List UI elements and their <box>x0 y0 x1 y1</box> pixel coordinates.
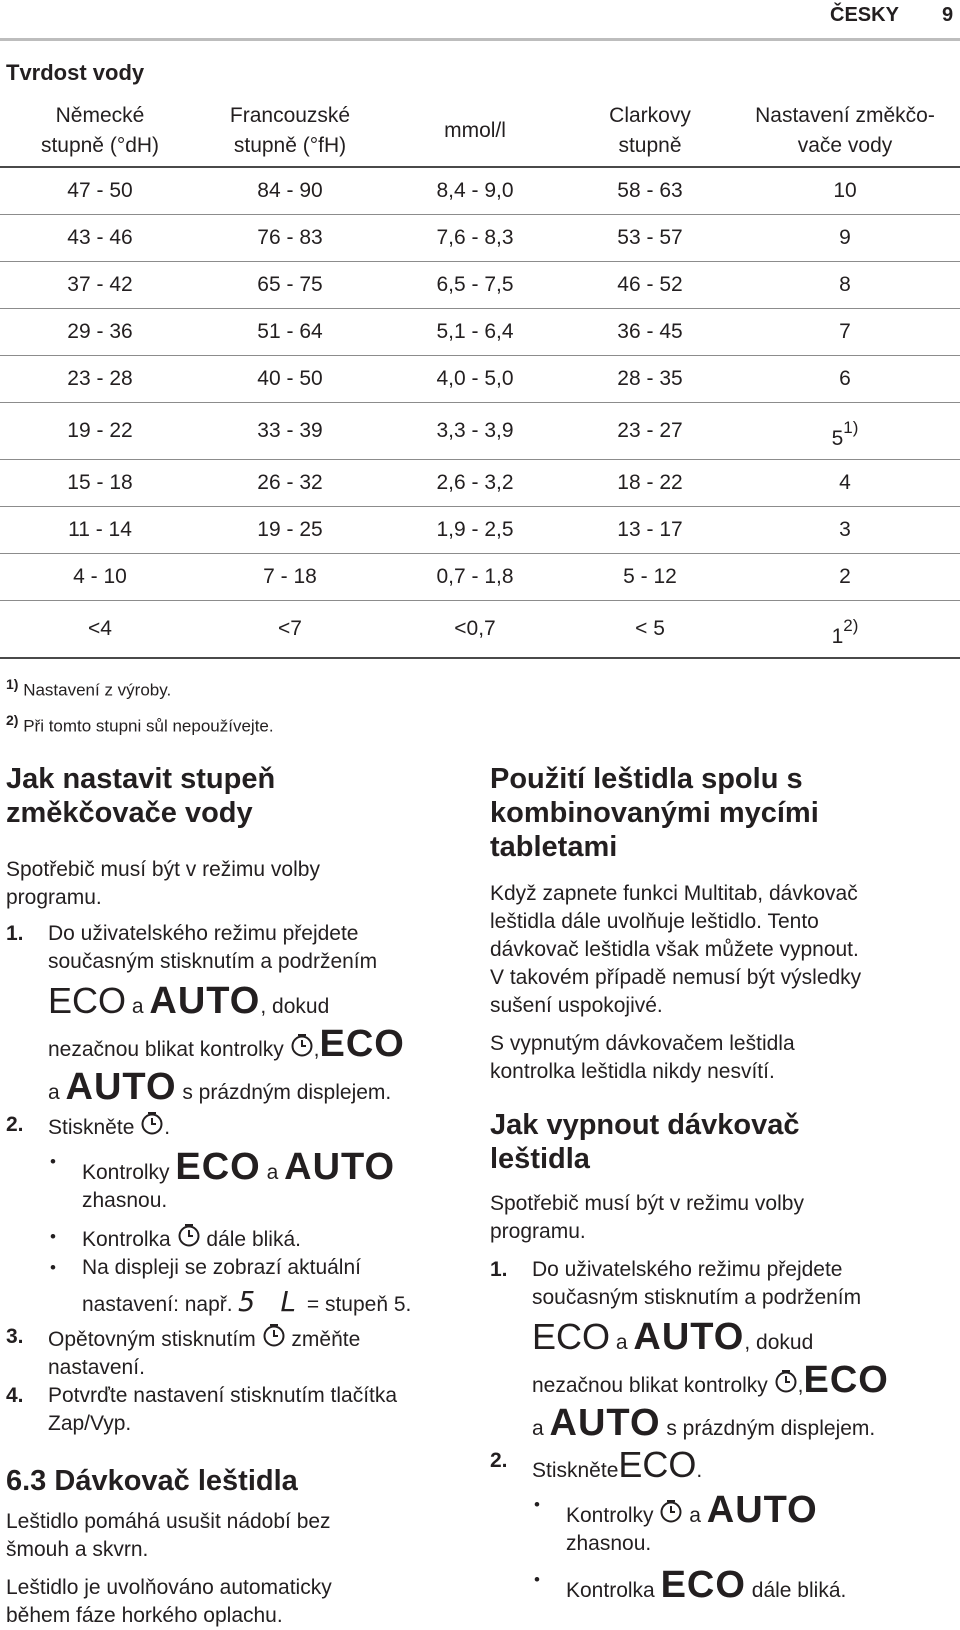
table-cell: <4 <box>0 601 200 659</box>
table-cell: 65 - 75 <box>200 262 380 309</box>
language-label: ČESKY <box>830 4 899 26</box>
table-cell: 28 - 35 <box>570 356 730 403</box>
table-row <box>0 356 960 403</box>
table-cell: 23 - 28 <box>0 356 200 403</box>
table-cell: 19 - 25 <box>200 507 380 554</box>
intro-text: Spotřebič musí být v režimu volby programu. <box>6 858 320 909</box>
table-cell: 4,0 - 5,0 <box>380 356 570 403</box>
table-row <box>0 460 960 507</box>
water-hardness-table <box>0 96 960 659</box>
left-column <box>6 762 456 1630</box>
step-1: 1. Do uživatelského režimu přejdete současným stisknutím a podržením ECO a AUTO, dokud nezačnou blikat kontrolky ,ECO a AUTO s prázdným displejem. <box>6 922 405 1108</box>
table-cell: 58 - 63 <box>570 167 730 215</box>
table-cell: 29 - 36 <box>0 309 200 356</box>
clock-icon <box>262 1323 286 1349</box>
bullet-item: • Kontrolka dále bliká. <box>6 1223 456 1254</box>
table-cell: <7 <box>200 601 380 659</box>
footnote-ref: 2) <box>843 616 859 635</box>
table-row <box>0 309 960 356</box>
table-cell: 7 <box>730 309 960 356</box>
table-cell: 1,9 - 2,5 <box>380 507 570 554</box>
auto-symbol: AUTO <box>633 1316 745 1358</box>
eco-symbol: ECO <box>803 1359 889 1401</box>
step-4: 4. Potvrďte nastavení stisknutím tlačítka Zap/Vyp. <box>6 1384 398 1435</box>
clock-icon <box>774 1369 798 1395</box>
display-readout: 5 L <box>238 1285 302 1318</box>
table-cell: 5 - 12 <box>570 554 730 601</box>
table-cell: <0,7 <box>380 601 570 659</box>
table-cell: 7 - 18 <box>200 554 380 601</box>
table-cell: 3 <box>730 507 960 554</box>
page-number: 9 <box>942 4 954 26</box>
table-cell: 0,7 - 1,8 <box>380 554 570 601</box>
table-cell: 19 - 22 <box>0 403 200 460</box>
heading-rinse-aid: 6.3 Dávkovač leštidla <box>6 1465 298 1497</box>
clock-icon <box>290 1033 314 1059</box>
page-header <box>0 4 960 30</box>
paragraph: Leštidlo pomáhá usušit nádobí bez šmouh a skvrn. <box>6 1510 331 1561</box>
clock-icon <box>177 1223 201 1249</box>
heading-softener: Jak nastavit stupeň změkčovače vody <box>6 763 276 829</box>
auto-symbol: AUTO <box>706 1489 818 1531</box>
paragraph: Spotřebič musí být v režimu volby programu. <box>490 1192 804 1243</box>
auto-symbol: AUTO <box>284 1146 396 1188</box>
column-header: mmol/l <box>380 96 570 167</box>
table-cell: 5,1 - 6,4 <box>380 309 570 356</box>
table-cell: 51 - 64 <box>200 309 380 356</box>
table-cell: 4 <box>730 460 960 507</box>
clock-icon <box>140 1111 164 1137</box>
heading-disable-dispenser: Jak vypnout dávkovač leštidla <box>490 1109 800 1175</box>
paragraph: Leštidlo je uvolňováno automaticky během fáze horkého oplachu. <box>6 1576 332 1627</box>
table-cell: 47 - 50 <box>0 167 200 215</box>
table-cell: 36 - 45 <box>570 309 730 356</box>
table-cell: 40 - 50 <box>200 356 380 403</box>
table-cell: 37 - 42 <box>0 262 200 309</box>
bullet-item: • Kontrolky ECO a AUTO zhasnou. <box>50 1146 396 1212</box>
table-cell: 9 <box>730 215 960 262</box>
header-rule <box>0 38 960 41</box>
section-title: Tvrdost vody <box>6 60 145 85</box>
table-cell: 76 - 83 <box>200 215 380 262</box>
table-row <box>0 167 960 215</box>
footnote-2: $^{2)}$ Při tomto stupni sůl nepoužívejte. <box>6 712 274 736</box>
table-cell: 51) <box>730 403 960 460</box>
paragraph: Když zapnete funkci Multitab, dávkovač leštidla dále uvolňuje leštidlo. Tento dávkovač leštidla však můžete vypnout. V takovém případě nemusí být výsledky sušení uspokojivé. <box>490 882 862 1017</box>
table-header-row <box>0 96 960 167</box>
footnote-1: $^{1)}$ Nastavení z výroby. <box>6 676 172 700</box>
bullet-item: • Kontrolka ECO dále bliká. <box>534 1564 847 1606</box>
eco-symbol: ECO <box>319 1023 405 1065</box>
table-cell: 84 - 90 <box>200 167 380 215</box>
table-cell: 12) <box>730 601 960 659</box>
table-cell: 26 - 32 <box>200 460 380 507</box>
step-2: 2. Stiskněte . <box>6 1113 171 1139</box>
paragraph: S vypnutým dávkovačem leštidla kontrolka leštidla nikdy nesvítí. <box>490 1032 795 1083</box>
auto-symbol: AUTO <box>149 980 261 1022</box>
column-header: Německé stupně (°dH) <box>0 96 200 167</box>
table-cell: 7,6 - 8,3 <box>380 215 570 262</box>
table-cell: 33 - 39 <box>200 403 380 460</box>
column-header: Clarkovy stupně <box>570 96 730 167</box>
table-cell: 13 - 17 <box>570 507 730 554</box>
heading-multitab: Použití leštidla spolu s kombinovanými mycími tabletami <box>490 763 819 863</box>
table-row <box>0 554 960 601</box>
table-cell: 2 <box>730 554 960 601</box>
footnote-ref: 1) <box>843 418 859 437</box>
eco-symbol: ECO <box>618 1444 697 1485</box>
clock-icon <box>659 1499 683 1525</box>
table-cell: 6 <box>730 356 960 403</box>
table-cell: 6,5 - 7,5 <box>380 262 570 309</box>
step-3: 3. Opětovným stisknutím změňte nastavení. <box>6 1325 361 1379</box>
eco-symbol: ECO <box>532 1316 611 1357</box>
right-column <box>490 762 950 1605</box>
table-cell: 23 - 27 <box>570 403 730 460</box>
column-header: Francouzské stupně (°fH) <box>200 96 380 167</box>
table-row <box>0 215 960 262</box>
bullet-item: • Na displeji se zobrazí aktuální nastavení: např. 5 L = stupeň 5. <box>50 1256 412 1318</box>
table-cell: 8 <box>730 262 960 309</box>
table-cell: 46 - 52 <box>570 262 730 309</box>
eco-symbol: ECO <box>48 980 127 1021</box>
table-cell: 11 - 14 <box>0 507 200 554</box>
eco-symbol: ECO <box>660 1564 746 1606</box>
table-cell: < 5 <box>570 601 730 659</box>
table-cell: 4 - 10 <box>0 554 200 601</box>
table-cell: 18 - 22 <box>570 460 730 507</box>
table-row <box>0 403 960 460</box>
column-header: Nastavení změkčo- vače vody <box>730 96 960 167</box>
table-row <box>0 507 960 554</box>
auto-symbol: AUTO <box>65 1066 177 1108</box>
auto-symbol: AUTO <box>549 1402 661 1444</box>
table-cell: 10 <box>730 167 960 215</box>
step-1: 1. Do uživatelského režimu přejdete současným stisknutím a podržením ECO a AUTO, dokud nezačnou blikat kontrolky ,ECO a AUTO s prázdným displejem. <box>490 1258 889 1444</box>
table-cell: 2,6 - 3,2 <box>380 460 570 507</box>
eco-symbol: ECO <box>175 1146 261 1188</box>
table-cell: 3,3 - 3,9 <box>380 403 570 460</box>
bullet-item: • Kontrolky a AUTO zhasnou. <box>534 1489 818 1555</box>
table-cell: 43 - 46 <box>0 215 200 262</box>
table-row <box>0 262 960 309</box>
table-cell: 53 - 57 <box>570 215 730 262</box>
table-cell: 8,4 - 9,0 <box>380 167 570 215</box>
table-row <box>0 601 960 659</box>
step-2: 2. StiskněteECO. <box>490 1444 703 1485</box>
table-cell: 15 - 18 <box>0 460 200 507</box>
